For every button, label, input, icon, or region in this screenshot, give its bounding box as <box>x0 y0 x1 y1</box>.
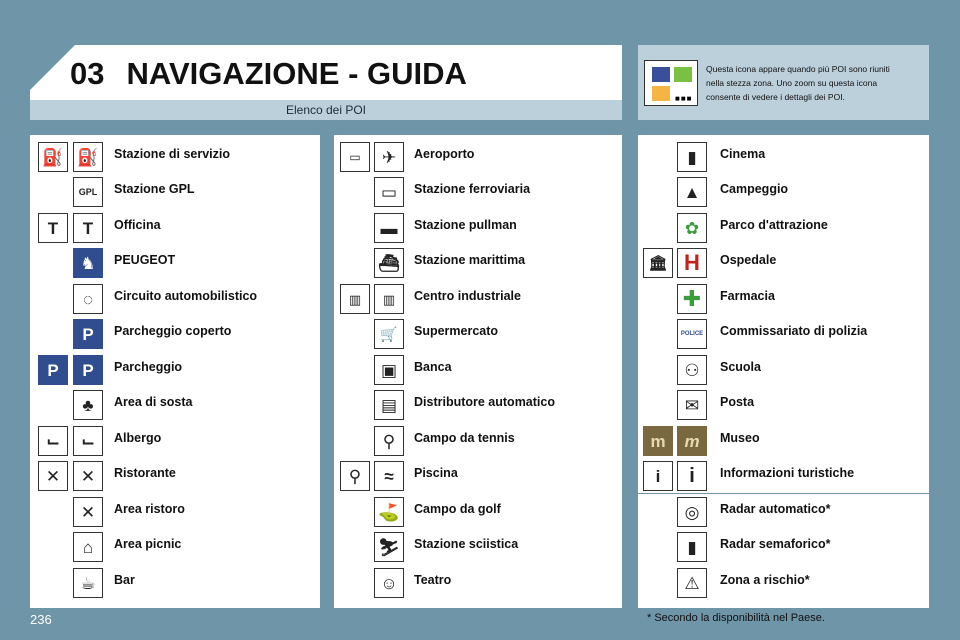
swimming-pool-icon: ≈ <box>374 461 404 491</box>
list-item: POLICE Commissariato di polizia <box>638 317 929 352</box>
list-item: P Parcheggio coperto <box>30 317 320 352</box>
list-item: 🛒 Supermercato <box>334 317 622 352</box>
header-notch <box>30 45 75 90</box>
list-item: ☕ Bar <box>30 566 320 601</box>
pharmacy-cross-icon: ✚ <box>677 284 707 314</box>
list-item: ✿ Parco d'attrazione <box>638 211 929 246</box>
cluster-green-square <box>674 67 692 82</box>
list-item: ◎ Radar automatico* <box>638 495 929 530</box>
school-children-icon: ⚇ <box>677 355 707 385</box>
page-number: 236 <box>30 612 52 627</box>
list-item: ♣ Area di sosta <box>30 388 320 423</box>
covered-parking-icon: P <box>73 319 103 349</box>
list-item: ▥ ▥ Centro industriale <box>334 282 622 317</box>
list-item: ✕ Area ristoro <box>30 495 320 530</box>
list-item: ▲ Campeggio <box>638 175 929 210</box>
cluster-orange-square <box>652 86 670 101</box>
ski-icon: ⛷ <box>374 532 404 562</box>
list-item: P P Parcheggio <box>30 353 320 388</box>
list-item: T T Officina <box>30 211 320 246</box>
page-title <box>70 52 467 96</box>
list-item: ▭ ✈ Aeroporto <box>334 140 622 175</box>
chapter-title: NAVIGAZIONE - GUIDA <box>126 56 467 91</box>
section-subtitle-text: Elenco dei POI <box>285 103 367 117</box>
atm-icon: ▤ <box>374 390 404 420</box>
shopping-cart-icon: 🛒 <box>374 319 404 349</box>
warning-triangle-icon: ⚠ <box>677 568 707 598</box>
list-item: ♞ PEUGEOT <box>30 246 320 281</box>
rest-area-trees-icon: ♣ <box>73 390 103 420</box>
cinema-film-icon: ▮ <box>677 142 707 172</box>
list-item: ▭ Stazione ferroviaria <box>334 175 622 210</box>
list-item: ▬ Stazione pullman <box>334 211 622 246</box>
info-icon: i <box>677 461 707 491</box>
list-item: i i Informazioni turistiche <box>638 459 929 494</box>
list-item: ⛴ Stazione marittima <box>334 246 622 281</box>
list-item: ▮ Cinema <box>638 140 929 175</box>
poi-column-3 <box>638 135 929 608</box>
poi-column-2 <box>334 135 622 608</box>
chapter-number: 03 <box>70 56 105 91</box>
restaurant-cutlery-icon: ✕ <box>38 461 68 491</box>
footnote: * Secondo la disponibilità nel Paese. <box>647 612 825 624</box>
parking-icon: P <box>73 355 103 385</box>
section-subtitle <box>30 100 622 120</box>
list-item: ✉ Posta <box>638 388 929 423</box>
list-item: ⛽ ⛽ Stazione di servizio <box>30 140 320 175</box>
fuel-station-icon: ⛽ <box>73 142 103 172</box>
list-item: ✚ Farmacia <box>638 282 929 317</box>
restaurant-cutlery-icon: ✕ <box>73 461 103 491</box>
list-item: ⚲ Campo da tennis <box>334 424 622 459</box>
cluster-dots: ■■■ <box>675 93 693 103</box>
parking-icon: P <box>38 355 68 385</box>
list-item: ⚠ Zona a rischio* <box>638 566 929 601</box>
hotel-bed-icon: ⌙ <box>38 426 68 456</box>
factory-icon: ▥ <box>374 284 404 314</box>
section-divider <box>638 493 929 494</box>
fuel-station-icon: ⛽ <box>38 142 68 172</box>
list-item: ▣ Banca <box>334 353 622 388</box>
coffee-cup-icon: ☕ <box>73 568 103 598</box>
ship-icon: ⛴ <box>374 248 404 278</box>
list-item: ⛷ Stazione sciistica <box>334 530 622 565</box>
list-item: ☺ Teatro <box>334 566 622 601</box>
public-building-icon: 🏛 <box>643 248 673 278</box>
camping-tent-icon: ▲ <box>677 177 707 207</box>
industrial-cluster-icon: ▥ <box>340 284 370 314</box>
monument-icon: m <box>643 426 673 456</box>
list-item: ⛳ Campo da golf <box>334 495 622 530</box>
info-box <box>638 45 929 120</box>
list-item: ▮ Radar semaforico* <box>638 530 929 565</box>
snack-area-icon: ✕ <box>73 497 103 527</box>
train-icon: ▭ <box>374 177 404 207</box>
list-item: ⚲ ≈ Piscina <box>334 459 622 494</box>
picnic-table-icon: ⌂ <box>73 532 103 562</box>
race-circuit-icon: ◌ <box>73 284 103 314</box>
gpl-station-icon: GPL <box>73 177 103 207</box>
museum-icon: m <box>677 426 707 456</box>
amusement-park-icon: ✿ <box>677 213 707 243</box>
mail-envelope-icon: ✉ <box>677 390 707 420</box>
garage-tools-icon: T <box>38 213 68 243</box>
hotel-bed-icon: ⌙ <box>73 426 103 456</box>
list-item: ⌙ ⌙ Albergo <box>30 424 320 459</box>
hospital-icon: H <box>677 248 707 278</box>
list-item: ⌂ Area picnic <box>30 530 320 565</box>
list-item: ⚇ Scuola <box>638 353 929 388</box>
list-item: m m Museo <box>638 424 929 459</box>
theatre-icon: ☺ <box>374 568 404 598</box>
sports-cluster-icon: ⚲ <box>340 461 370 491</box>
speed-camera-icon: ◎ <box>677 497 707 527</box>
tourist-sight-icon: i <box>643 461 673 491</box>
golf-icon: ⛳ <box>374 497 404 527</box>
list-item: ◌ Circuito automobilistico <box>30 282 320 317</box>
list-item: ✕ ✕ Ristorante <box>30 459 320 494</box>
travel-cluster-icon: ▭ <box>340 142 370 172</box>
airplane-icon: ✈ <box>374 142 404 172</box>
red-light-camera-icon: ▮ <box>677 532 707 562</box>
poi-column-1 <box>30 135 320 608</box>
tennis-icon: ⚲ <box>374 426 404 456</box>
bus-icon: ▬ <box>374 213 404 243</box>
garage-tools-icon: T <box>73 213 103 243</box>
poi-cluster-icon <box>644 60 698 106</box>
list-item: GPL Stazione GPL <box>30 175 320 210</box>
police-badge-icon: POLICE <box>677 319 707 349</box>
cluster-blue-square <box>652 67 670 82</box>
list-item: ▤ Distributore automatico <box>334 388 622 423</box>
info-text: Questa icona appare quando più POI sono riuniti nella stezza zona. Uno zoom su questa icona consente di vedere i dettagli dei POI. <box>706 63 890 102</box>
bank-icon: ▣ <box>374 355 404 385</box>
peugeot-lion-icon: ♞ <box>73 248 103 278</box>
list-item: 🏛 H Ospedale <box>638 246 929 281</box>
